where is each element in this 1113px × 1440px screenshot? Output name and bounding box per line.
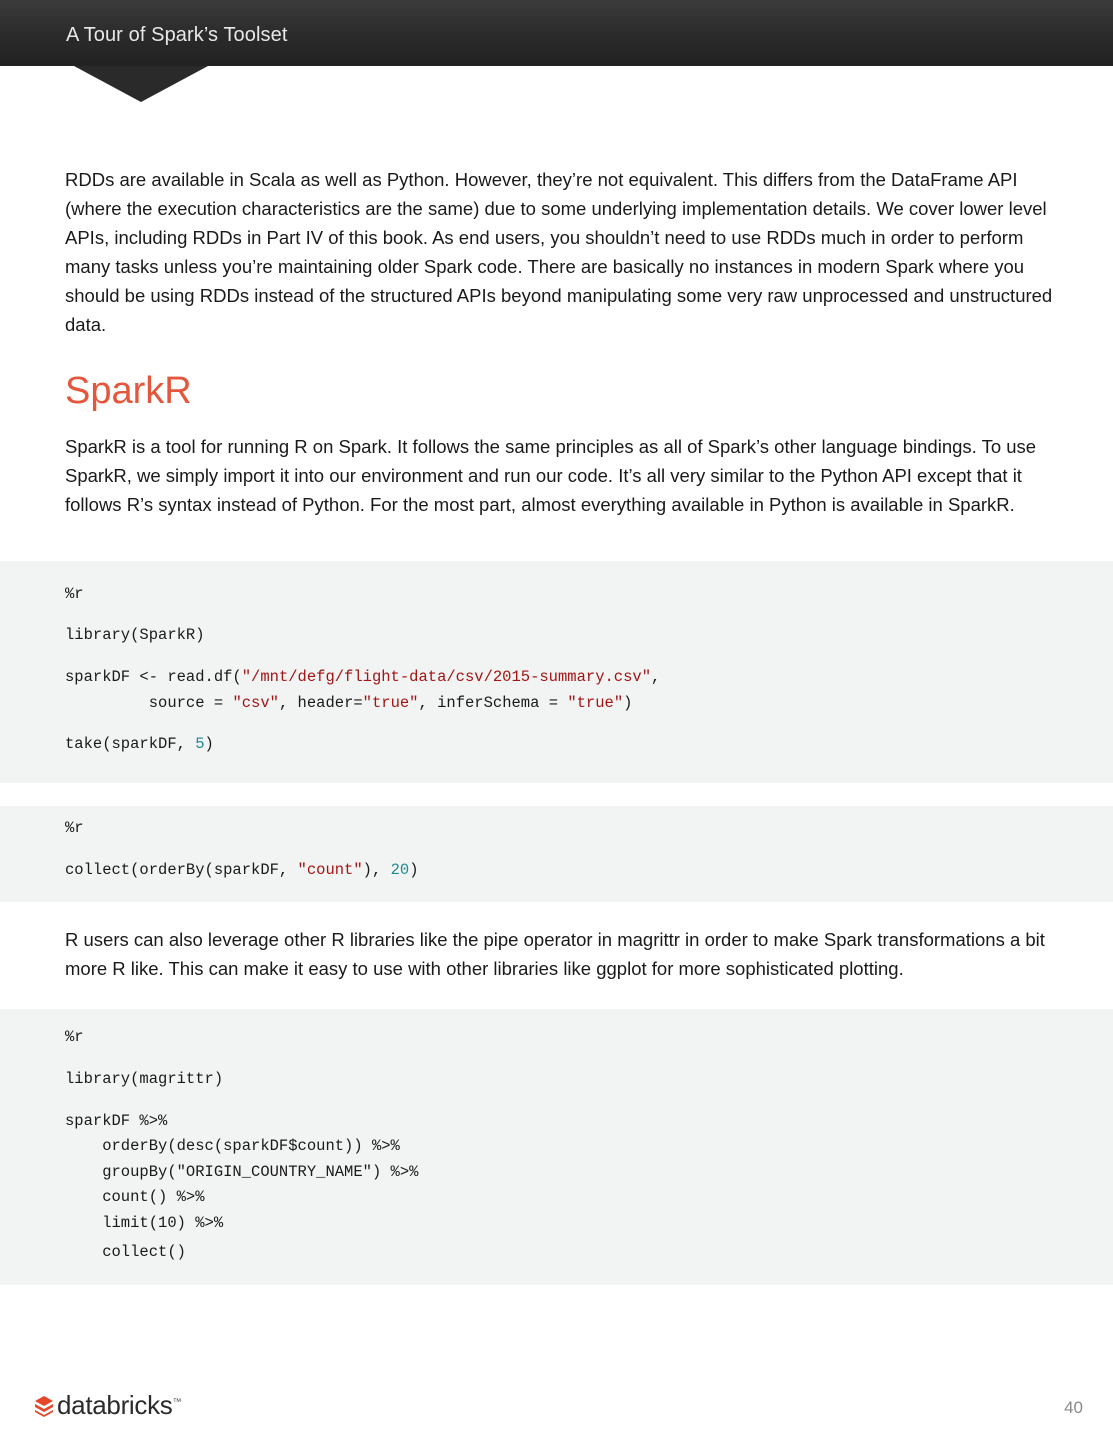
code-line: take(sparkDF, 5) — [65, 735, 214, 753]
paragraph-magrittr: R users can also leverage other R libraries like the pipe operator in magrittr in order to make Spark transformations a bit more R like. This can make it easy to use with other libraries like ggplot for more sophisticated plotting. — [65, 929, 1045, 979]
code-line: %r — [65, 1028, 84, 1046]
code-line: source = "csv", header="true", inferSchema = "true") — [65, 694, 633, 712]
code-line: %r — [65, 585, 84, 603]
logo-wordmark: databricks™ — [57, 1390, 182, 1420]
databricks-logo — [34, 1390, 181, 1421]
code-line: sparkDF %>% — [65, 1112, 168, 1130]
code-line: count() %>% — [65, 1188, 205, 1206]
page-number: 40 — [1064, 1398, 1083, 1417]
code-block-collect[interactable] — [0, 806, 1113, 902]
header-title: A Tour of Spark’s Toolset — [66, 24, 288, 46]
code-line: sparkDF <- read.df("/mnt/defg/flight-data/csv/2015-summary.csv", — [65, 668, 661, 686]
section-heading-sparkr: SparkR — [65, 370, 192, 412]
code-line: orderBy(desc(sparkDF$count)) %>% — [65, 1137, 400, 1155]
code-line: collect(orderBy(sparkDF, "count"), 20) — [65, 861, 419, 879]
code-line: groupBy("ORIGIN_COUNTRY_NAME") %>% — [65, 1163, 419, 1181]
page-header — [0, 0, 1113, 66]
paragraph-sparkr-intro: SparkR is a tool for running R on Spark. It follows the same principles as all of Spark’s other language bindings. To use SparkR, we simply import it into our environment and run our code. It’s all very similar to the Python API except that it follows R’s syntax instead of Python. For the most part, almost everything available in Python is available in SparkR. — [65, 436, 1037, 515]
code-block-magrittr[interactable] — [0, 1009, 1113, 1285]
code-line: library(magrittr) — [65, 1070, 224, 1088]
code-line: limit(10) %>% — [65, 1214, 224, 1232]
code-line: %r — [65, 819, 84, 837]
header-notch — [74, 66, 208, 102]
code-block-read-df[interactable] — [0, 561, 1113, 783]
paragraph-rdds: RDDs are available in Scala as well as Python. However, they’re not equivalent. This differs from the DataFrame API (where the execution characteristics are the same) due to some underlying implementation details. We cover lower level APIs, including RDDs in Part IV of this book. As end users, you shouldn’t need to use RDDs much in order to perform many tasks unless you’re maintaining older Spark code. There are basically no instances in modern Spark where you should be using RDDs instead of the structured APIs beyond manipulating some very raw unprocessed and unstructured data. — [65, 169, 1053, 335]
code-line: collect() — [65, 1243, 186, 1261]
databricks-stack-icon — [34, 1395, 54, 1417]
code-line: library(SparkR) — [65, 626, 205, 644]
